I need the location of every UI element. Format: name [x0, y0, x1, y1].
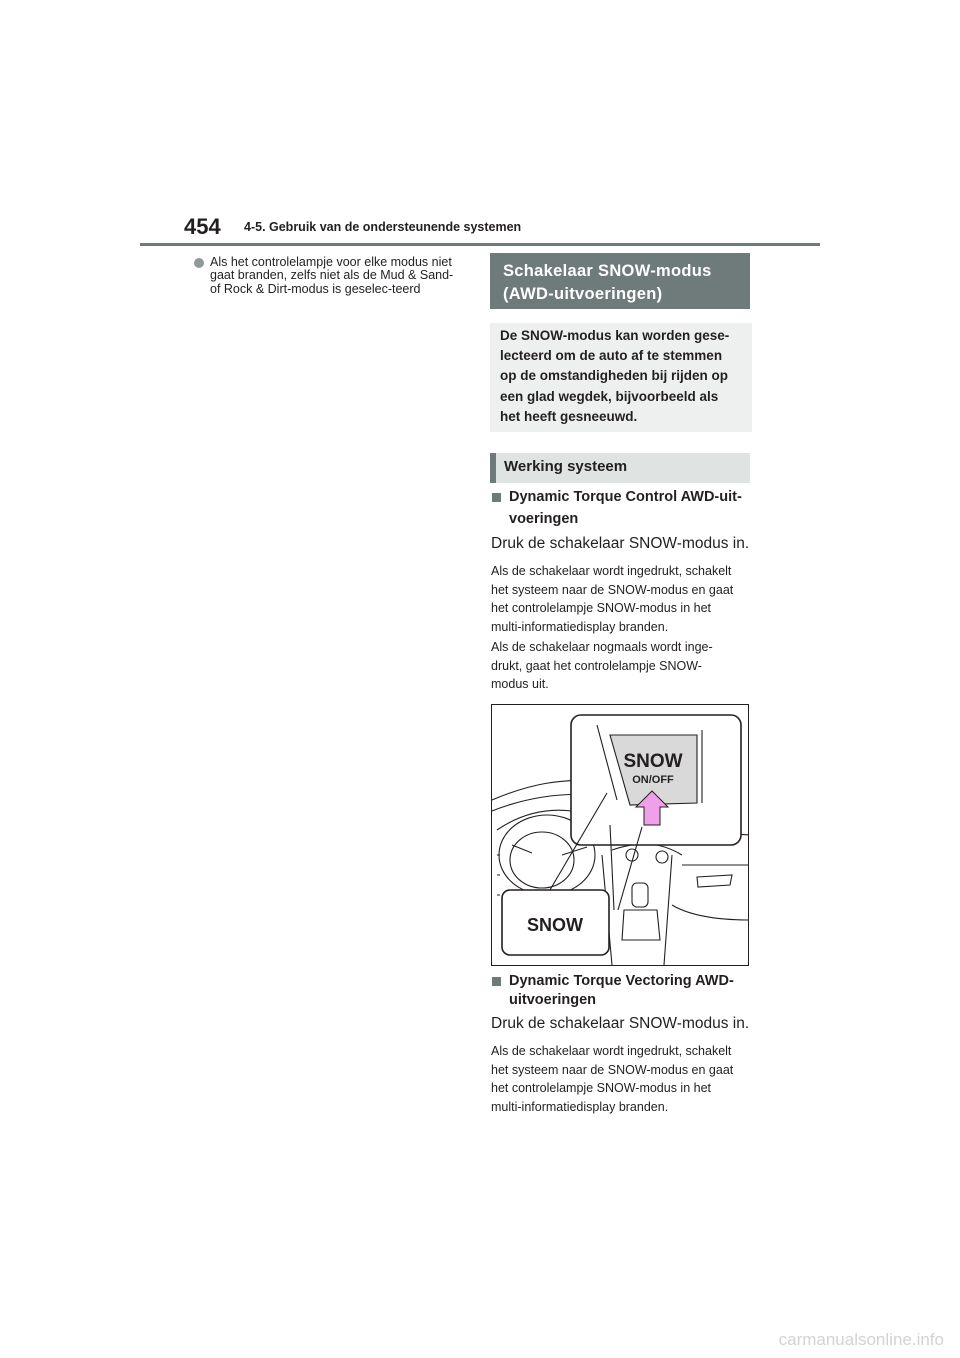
subsection-header — [490, 453, 750, 483]
block1-paragraph2: Als de schakelaar nogmaals wordt inge- drukt, gaat het controlelampje SNOW- modus uit. — [491, 640, 713, 691]
page-number: 454 — [184, 214, 221, 239]
intro-text: De SNOW-modus kan worden gese- lecteerd om de auto af te stemmen op de omstandigheden bij rijden op een glad wegdek, bijvoorbeeld als het heeft gesneeuwd. — [500, 328, 730, 424]
block1-heading-cont: voeringen — [509, 511, 579, 527]
block2-instruction: Druk de schakelaar SNOW-modus in. — [491, 1015, 750, 1032]
watermark: carmanualsonline.info — [778, 1330, 944, 1349]
dashboard-drawing — [492, 705, 749, 966]
subsection-bar — [490, 453, 496, 483]
header-divider — [140, 243, 820, 246]
block1-heading: Dynamic Torque Control AWD-uit- — [509, 489, 742, 505]
switch-label: SNOW — [623, 751, 683, 772]
intro-box — [490, 323, 752, 432]
bullet-note — [210, 256, 465, 296]
dashboard-illustration — [491, 704, 749, 966]
heading-square-icon — [492, 493, 501, 502]
block1-instruction: Druk de schakelaar SNOW-modus in. — [491, 535, 750, 552]
section-title-box — [490, 253, 750, 309]
block1-paragraph1: Als de schakelaar wordt ingedrukt, schakelt het systeem naar de SNOW-modus en gaat het controlelampje SNOW-modus in het multi-informatiedisplay branden. — [491, 564, 734, 634]
switch-sublabel: ON/OFF — [632, 774, 674, 786]
bullet-text: Als het controlelampje voor elke modus niet gaat branden, zelfs niet als de Mud & Sand- of Rock & Dirt-modus is geselec-teerd — [210, 255, 454, 296]
subsection-title: Werking systeem — [504, 458, 628, 475]
callout-label: SNOW — [527, 915, 583, 935]
bullet-icon — [194, 258, 204, 268]
section-title: Schakelaar SNOW-modus (AWD-uitvoeringen) — [503, 262, 712, 303]
block2-heading-cont: uitvoeringen — [509, 992, 597, 1008]
heading-square-icon — [492, 977, 501, 986]
block2-heading: Dynamic Torque Vectoring AWD- — [509, 973, 734, 989]
chapter-title: 4-5. Gebruik van de ondersteunende systemen — [244, 220, 522, 234]
block2-paragraph1: Als de schakelaar wordt ingedrukt, schakelt het systeem naar de SNOW-modus en gaat het controlelampje SNOW-modus in het multi-informatiedisplay branden. — [491, 1044, 734, 1114]
